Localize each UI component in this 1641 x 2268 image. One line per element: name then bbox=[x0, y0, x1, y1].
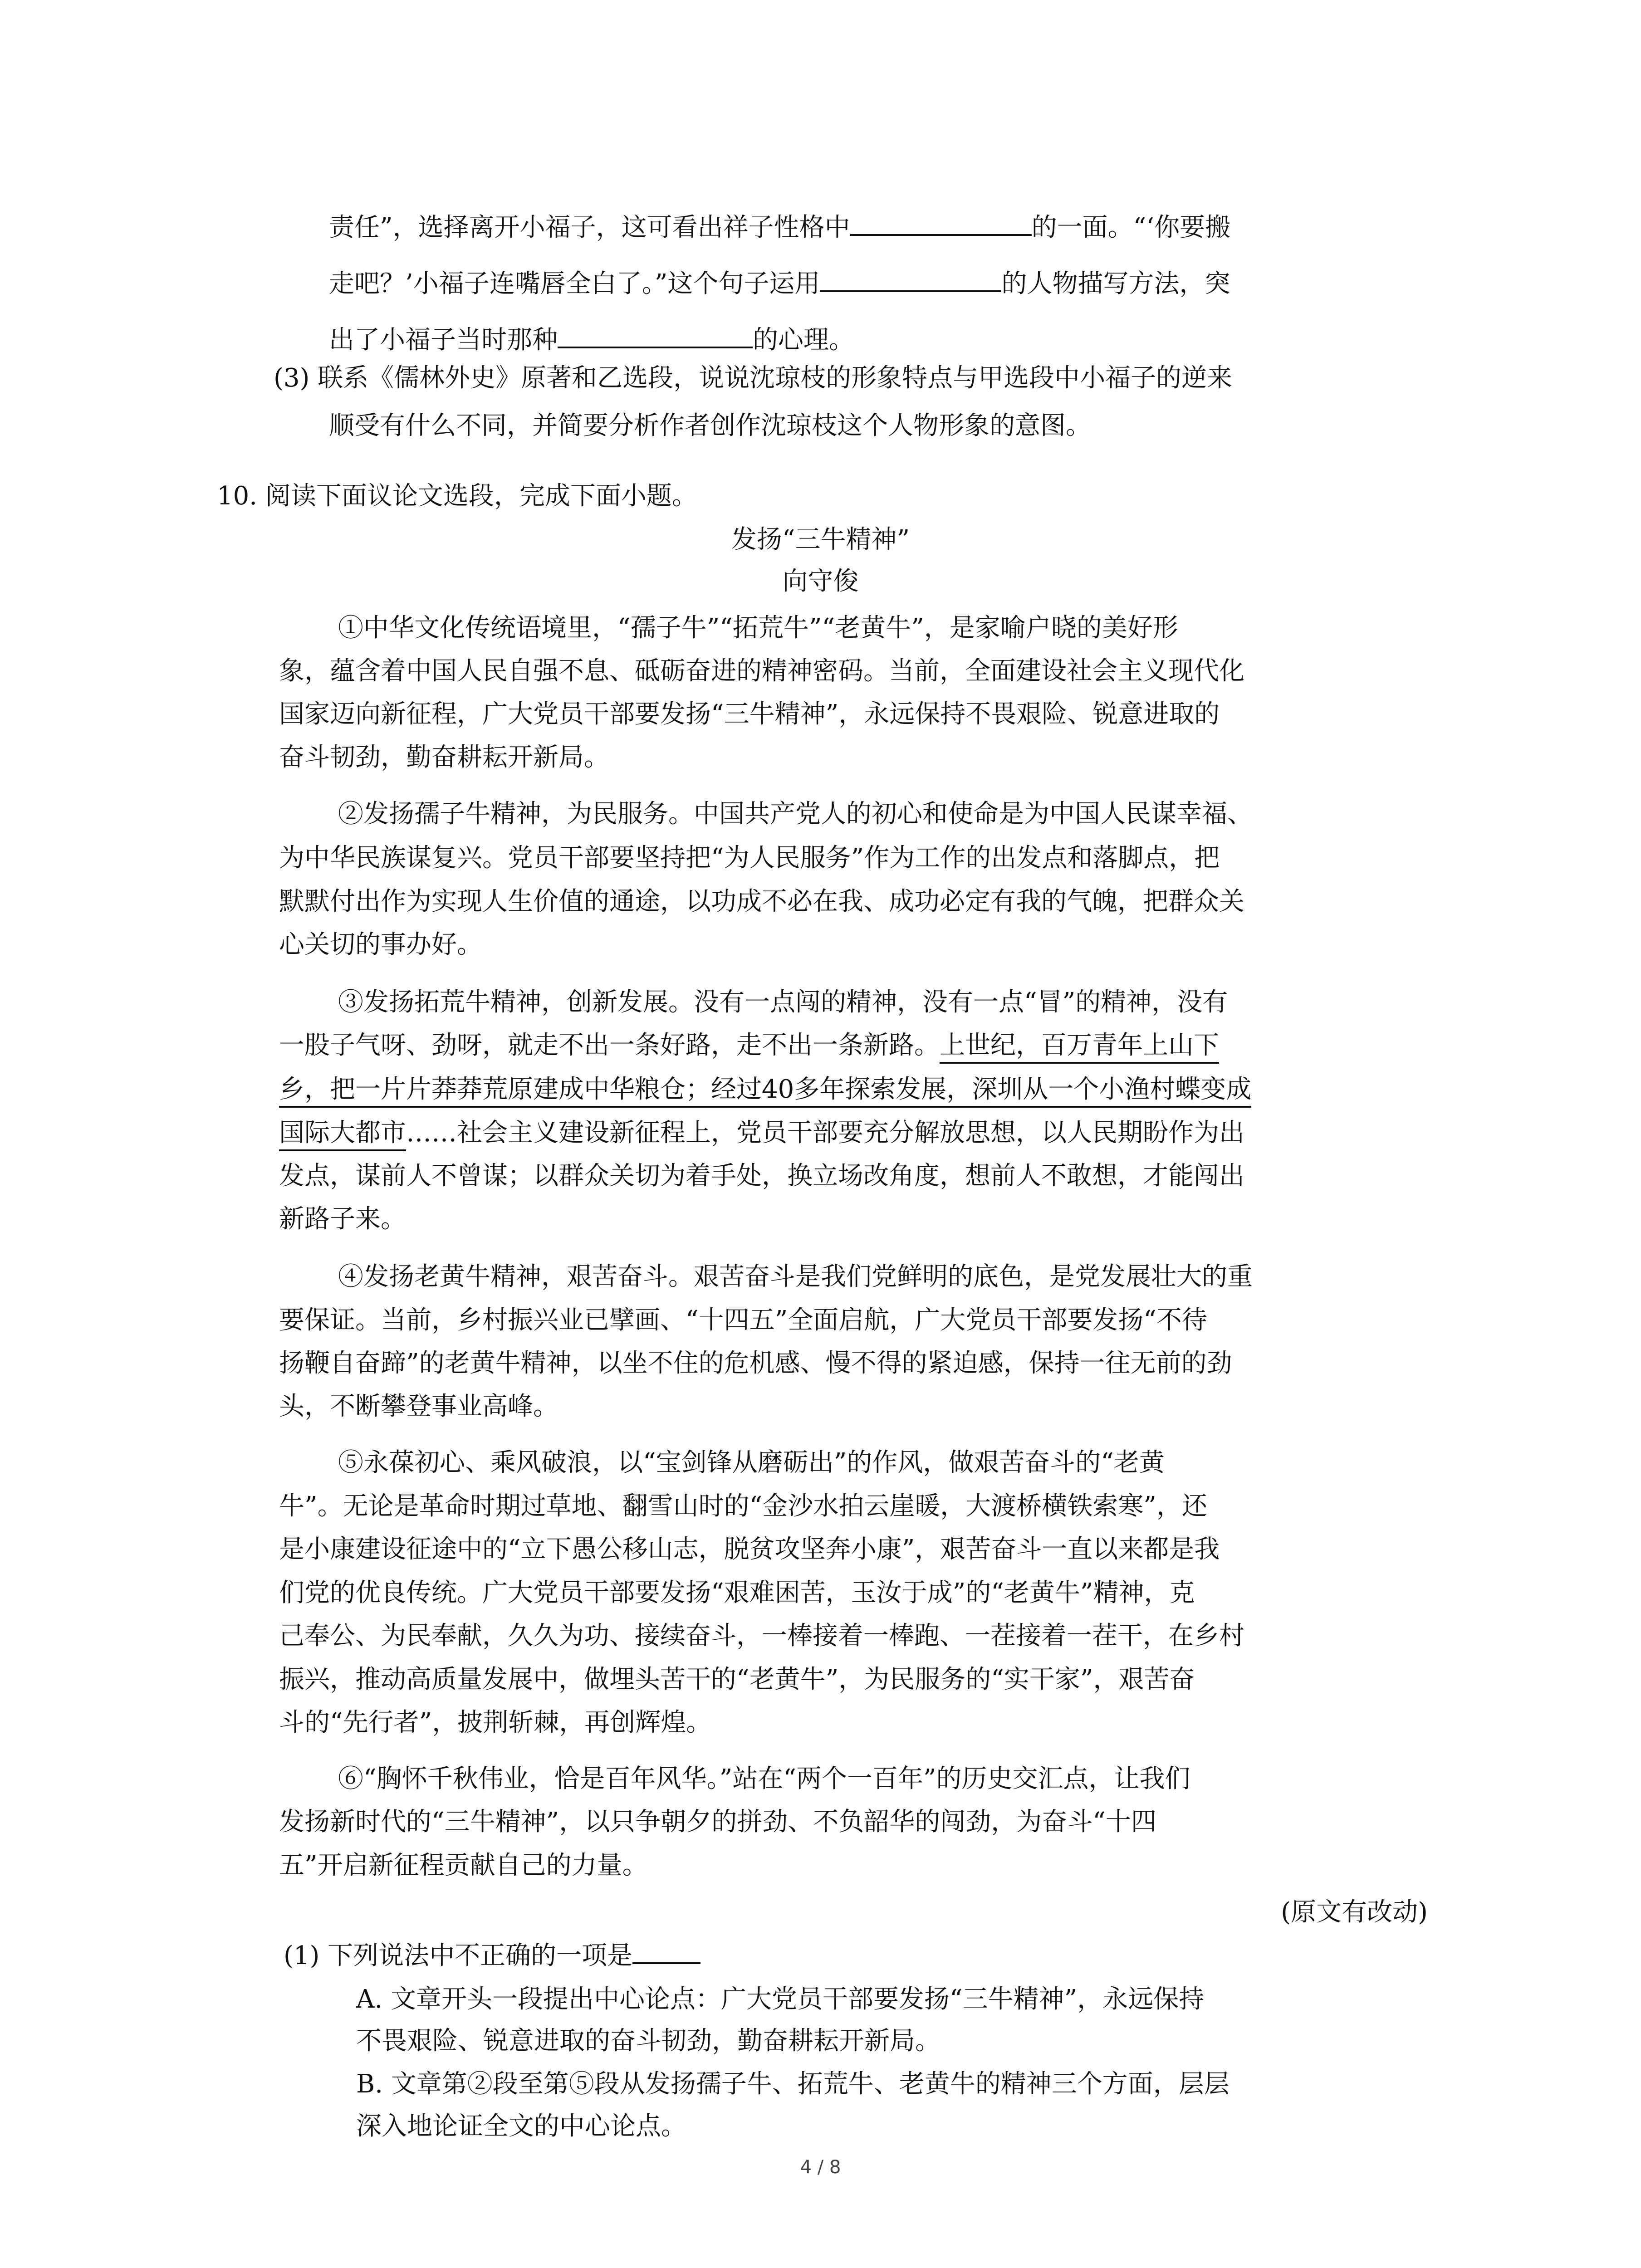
paragraph-line: 头，不断攀登事业高峰。 bbox=[279, 1392, 558, 1421]
paragraph-line: 五”开启新征程贡献自己的力量。 bbox=[279, 1851, 648, 1880]
q9-line-1: 责任”，选择离开小福子，这可看出祥子性格中 的一面。“‘你要搬 bbox=[329, 208, 1230, 244]
answer-blank bbox=[850, 208, 1032, 236]
paragraph-line: 奋斗韧劲，勤奋耕耘开新局。 bbox=[279, 743, 609, 772]
page-number: 4 / 8 bbox=[800, 2157, 841, 2178]
paragraph-line: 是小康建设征途中的“立下愚公移山志，脱贫攻坚奔小康”，艰苦奋斗一直以来都是我 bbox=[279, 1535, 1220, 1564]
paragraph-line: 发点，谋前人不曾谋；以群众关切为着手处，换立场改角度，想前人不敢想，才能闯出 bbox=[279, 1161, 1244, 1191]
paragraph-line: 心关切的事办好。 bbox=[279, 930, 482, 959]
q10-prompt: 10. 阅读下面议论文选段，完成下面小题。 bbox=[217, 481, 697, 511]
paragraph-line: 扬鞭自奋蹄”的老黄牛精神，以坐不住的危机感、慢不得的紧迫感，保持一往无前的劲 bbox=[279, 1349, 1232, 1378]
source-note: (原文有改动) bbox=[1281, 1897, 1428, 1927]
article-author: 向守俊 bbox=[782, 567, 859, 596]
answer-blank bbox=[632, 1936, 700, 1964]
paragraph-line: 发扬新时代的“三牛精神”，以只争朝夕的拼劲、不负韶华的闯劲，为奋斗“十四 bbox=[279, 1807, 1156, 1837]
paragraph-line: ⑥“胸怀千秋伟业，恰是百年风华。”站在“两个一百年”的历史交汇点，让我们 bbox=[338, 1764, 1190, 1794]
underlined-sentence: 上世纪，百万青年上山下 bbox=[940, 1031, 1219, 1064]
paragraph-line: 斗的“先行者”，披荆斩棘，再创辉煌。 bbox=[279, 1708, 712, 1737]
paragraph-line: 们党的优良传统。广大党员干部要发扬“艰难困苦，玉汝于成”的“老黄牛”精神，克 bbox=[279, 1578, 1195, 1608]
paragraph-line: 己奉公、为民奉献，久久为功、接续奋斗，一棒接着一棒跑、一茬接着一茬干，在乡村 bbox=[279, 1621, 1244, 1651]
option-line: B. 文章第②段至第⑤段从发扬孺子牛、拓荒牛、老黄牛的精神三个方面，层层 bbox=[356, 2069, 1230, 2099]
paragraph-line: 一股子气呀、劲呀，就走不出一条好路，走不出一条新路。上世纪，百万青年上山下 bbox=[279, 1027, 1219, 1064]
q9-line-2: 走吧？’小福子连嘴唇全白了。”这个句子运用 的人物描写方法，突 bbox=[329, 264, 1230, 300]
article-title: 发扬“三牛精神” bbox=[731, 525, 910, 554]
q9-line-3: 出了小福子当时那种 的心理。 bbox=[329, 320, 854, 357]
paragraph-line: ②发扬孺子牛精神，为民服务。中国共产党人的初心和使命是为中国人民谋幸福、 bbox=[338, 799, 1253, 829]
q9-sub3-line-2: 顺受有什么不同，并简要分析作者创作沈琼枝这个人物形象的意图。 bbox=[329, 411, 1091, 440]
paragraph-line: 默默付出作为实现人生价值的通途，以功成不必在我、成功必定有我的气魄，把群众关 bbox=[279, 887, 1244, 916]
paragraph-line: 振兴，推动高质量发展中，做埋头苦干的“老黄牛”，为民服务的“实干家”，艰苦奋 bbox=[279, 1665, 1195, 1694]
paragraph-line: 象，蕴含着中国人民自强不息、砥砺奋进的精神密码。当前，全面建设社会主义现代化 bbox=[279, 656, 1244, 686]
underlined-sentence: 国际大都市 bbox=[279, 1118, 406, 1151]
paragraph-line: 国际大都市……社会主义建设新征程上，党员干部要充分解放思想，以人民期盼作为出 bbox=[279, 1115, 1244, 1151]
paragraph-line: 国家迈向新征程，广大党员干部要发扬“三牛精神”，永远保持不畏艰险、锐意进取的 bbox=[279, 699, 1220, 729]
option-line: A. 文章开头一段提出中心论点：广大党员干部要发扬“三牛精神”，永远保持 bbox=[356, 1984, 1205, 2014]
paragraph-line: 新路子来。 bbox=[279, 1204, 406, 1234]
answer-blank bbox=[558, 320, 753, 348]
sub-question-1: (1) 下列说法中不正确的一项是 bbox=[284, 1936, 700, 1972]
paragraph-line bbox=[279, 1071, 1251, 1108]
option-line: 深入地论证全文的中心论点。 bbox=[356, 2112, 686, 2141]
paragraph-line: ①中华文化传统语境里，“孺子牛”“拓荒牛”“老黄牛”，是家喻户晓的美好形 bbox=[338, 613, 1178, 643]
q9-sub3-line-1: (3) 联系《儒林外史》原著和乙选段，说说沈琼枝的形象特点与甲选段中小福子的逆来 bbox=[274, 363, 1233, 393]
underlined-sentence: 乡，把一片片莽莽荒原建成中华粮仓；经过40多年探索发展，深圳从一个小渔村蝶变成 bbox=[279, 1075, 1251, 1108]
answer-blank bbox=[820, 264, 1001, 292]
paragraph-line: 牛”。无论是革命时期过草地、翻雪山时的“金沙水拍云崖暖，大渡桥横铁索寒”，还 bbox=[279, 1491, 1207, 1521]
paragraph-line: 要保证。当前，乡村振兴业已擘画、“十四五”全面启航，广大党员干部要发扬“不待 bbox=[279, 1305, 1207, 1335]
paragraph-line: ③发扬拓荒牛精神，创新发展。没有一点闯的精神，没有一点“冒”的精神，没有 bbox=[338, 987, 1228, 1017]
option-line: 不畏艰险、锐意进取的奋斗韧劲，勤奋耕耘开新局。 bbox=[356, 2026, 941, 2056]
paragraph-line: ④发扬老黄牛精神，艰苦奋斗。艰苦奋斗是我们党鲜明的底色，是党发展壮大的重 bbox=[338, 1262, 1253, 1291]
paragraph-line: ⑤永葆初心、乘风破浪，以“宝剑锋从磨砺出”的作风，做艰苦奋斗的“老黄 bbox=[338, 1448, 1165, 1477]
paragraph-line: 为中华民族谋复兴。党员干部要坚持把“为人民服务”作为工作的出发点和落脚点，把 bbox=[279, 843, 1220, 873]
